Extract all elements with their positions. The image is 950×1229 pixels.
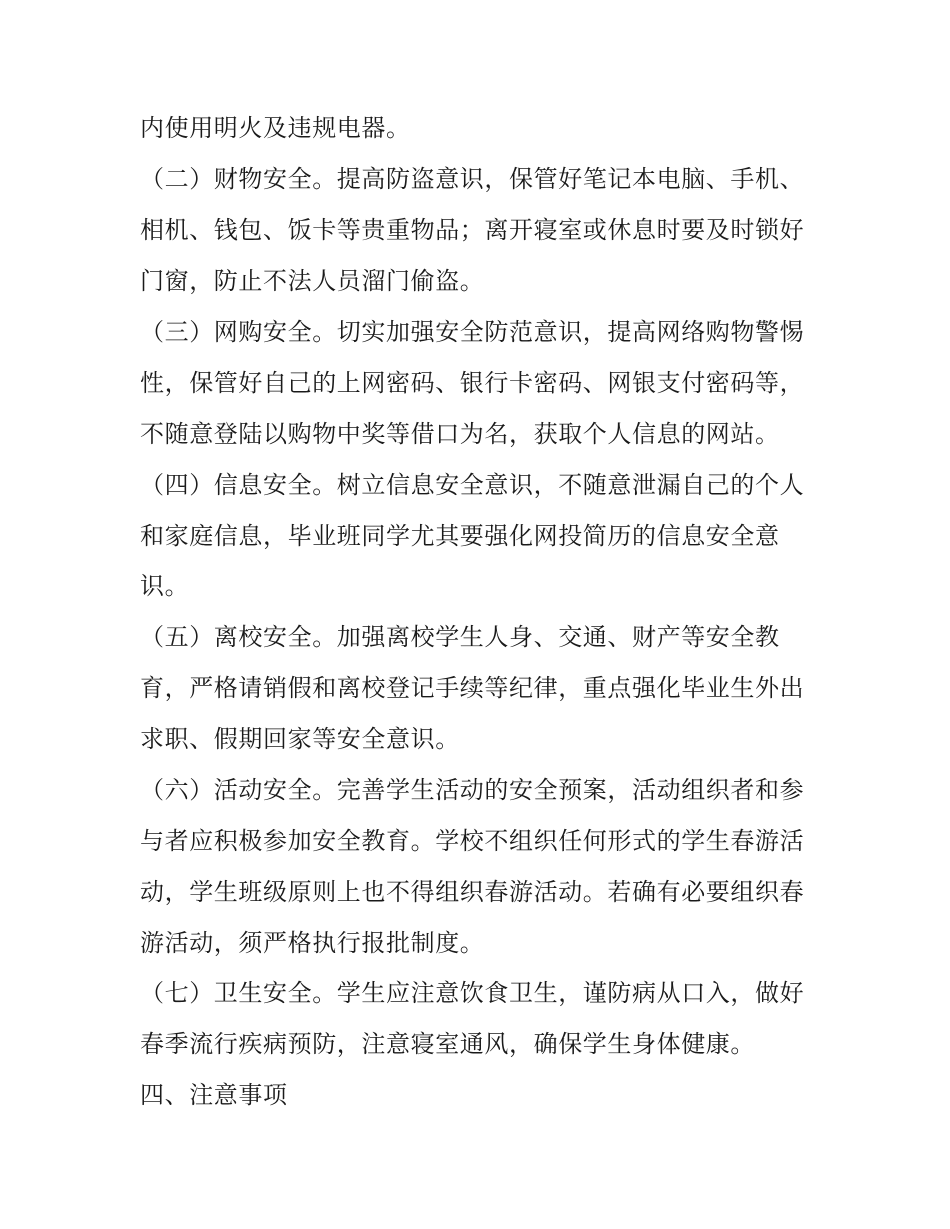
text-line-4: 门窗，防止不法人员溜门偷盗。 bbox=[140, 267, 485, 295]
text-line-19: 春季流行疾病预防，注意寝室通风，确保学生身体健康。 bbox=[140, 1030, 755, 1058]
text-line-13: 求职、假期回家等安全意识。 bbox=[140, 725, 460, 753]
text-line-8: （四）信息安全。树立信息安全意识，不随意泄漏自己的个人 bbox=[140, 471, 805, 499]
text-line-18: （七）卫生安全。学生应注意饮食卫生，谨防病从口入，做好 bbox=[140, 979, 805, 1007]
text-line-1: 内使用明火及违规电器。 bbox=[140, 114, 411, 142]
text-line-12: 育，严格请销假和离校登记手续等纪律，重点强化毕业生外出 bbox=[140, 674, 805, 702]
text-line-6: 性，保管好自己的上网密码、银行卡密码、网银支付密码等， bbox=[140, 369, 805, 397]
text-line-7: 不随意登陆以购物中奖等借口为名，获取个人信息的网站。 bbox=[140, 420, 780, 448]
text-line-15: 与者应积极参加安全教育。学校不组织任何形式的学生春游活 bbox=[140, 827, 805, 855]
text-line-5: （三）网购安全。切实加强安全防范意识，提高网络购物警惕 bbox=[140, 318, 805, 346]
text-line-17: 游活动，须严格执行报批制度。 bbox=[140, 929, 485, 957]
text-line-9: 和家庭信息，毕业班同学尤其要强化网投简历的信息安全意 bbox=[140, 522, 780, 550]
text-line-14: （六）活动安全。完善学生活动的安全预案，活动组织者和参 bbox=[140, 776, 805, 804]
text-line-10: 识。 bbox=[140, 572, 190, 600]
text-line-11: （五）离校安全。加强离校学生人身、交通、财产等安全教 bbox=[140, 623, 780, 651]
section-heading: 四、注意事项 bbox=[140, 1081, 288, 1109]
text-line-16: 动，学生班级原则上也不得组织春游活动。若确有必要组织春 bbox=[140, 878, 805, 906]
text-line-3: 相机、钱包、饭卡等贵重物品；离开寝室或休息时要及时锁好 bbox=[140, 216, 805, 244]
text-line-2: （二）财物安全。提高防盗意识，保管好笔记本电脑、手机、 bbox=[140, 165, 805, 193]
